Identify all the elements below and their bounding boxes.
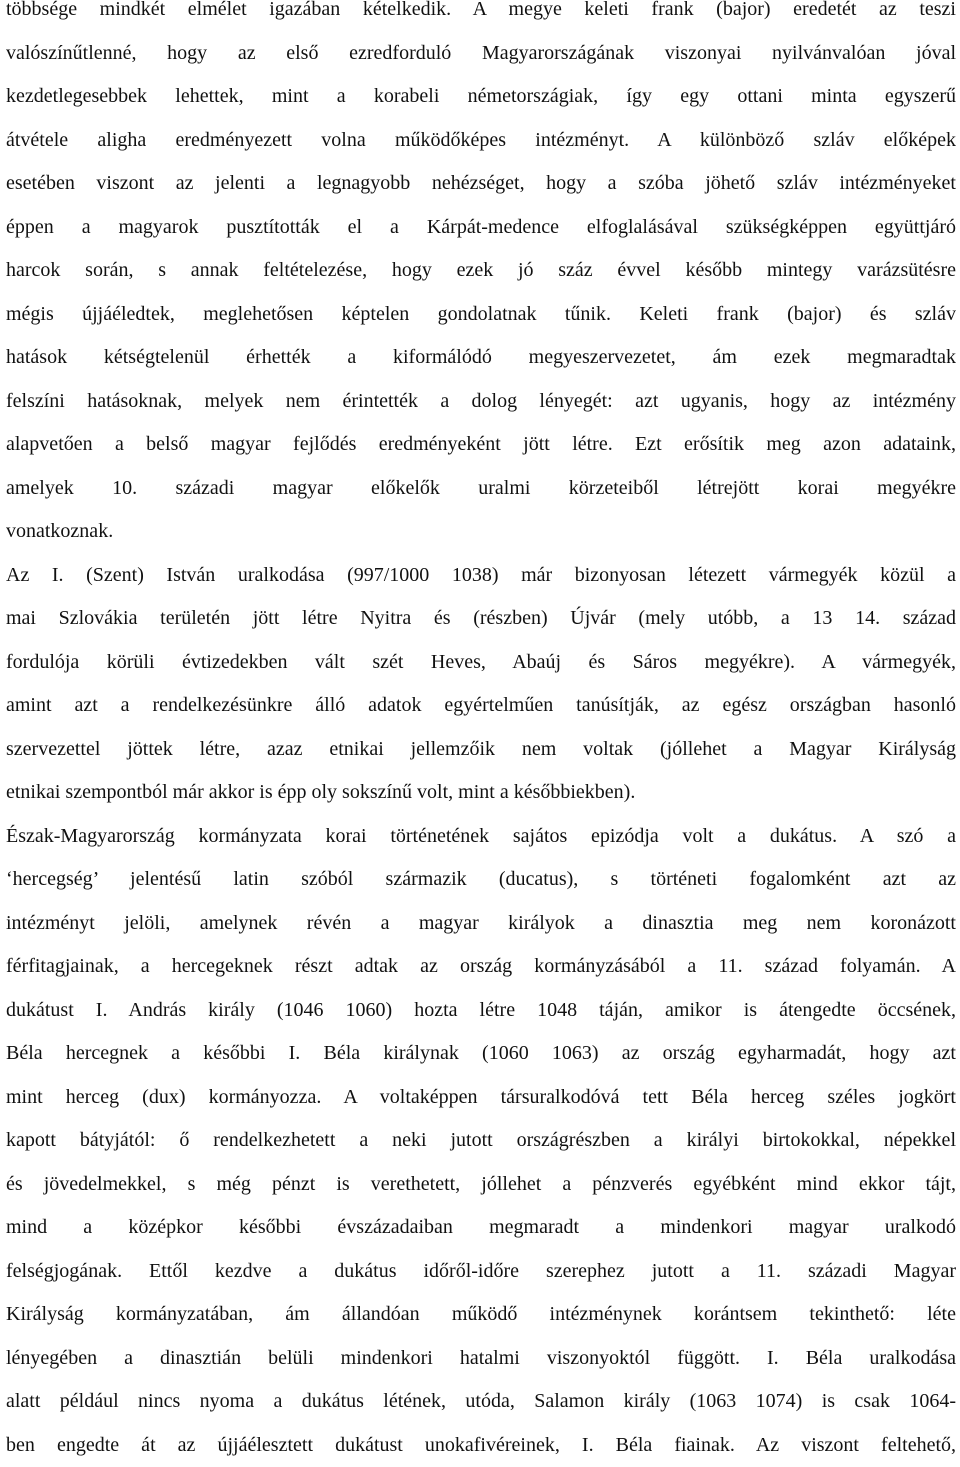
- text-line: etnikai szempontból már akkor is épp oly sokszínű volt, mint a későbbiekben).: [6, 771, 956, 815]
- text-line: kezdetlegesebbek lehettek, mint a korabeli németországiak, így egy ottani minta egyszerű: [6, 75, 956, 119]
- text-line: intézményt jelöli, amelynek révén a magyar királyok a dinasztia meg nem koronázott: [6, 902, 956, 946]
- text-line: férfitagjainak, a hercegeknek részt adtak az ország kormányzásából a 11. század folyamán. A: [6, 945, 956, 989]
- text-line: hatások kétségtelenül érhették a kiformálódó megyeszervezetet, ám ezek megmaradtak: [6, 336, 956, 380]
- text-line: amelyek 10. századi magyar előkelők uralmi körzeteiből létrejött korai megyékre: [6, 467, 956, 511]
- paragraph-2: [6, 554, 956, 815]
- text-line: felszíni hatásoknak, melyek nem érintették a dolog lényegét: azt ugyanis, hogy az intézmény: [6, 380, 956, 424]
- text-line: átvétele aligha eredményezett volna működőképes intézményt. A különböző szláv előképek: [6, 119, 956, 163]
- text-line: Béla hercegnek a későbbi I. Béla királynak (1060 1063) az ország egyharmadát, hogy azt: [6, 1032, 956, 1076]
- text-line: esetében viszont az jelenti a legnagyobb nehézséget, hogy a szóba jöhető szláv intézményeket: [6, 162, 956, 206]
- text-line: amint azt a rendelkezésünkre álló adatok egyértelműen tanúsítják, az egész országban hasonló: [6, 684, 956, 728]
- text-line: mai Szlovákia területén jött létre Nyitra és (részben) Újvár (mely utóbb, a 13 14. század: [6, 597, 956, 641]
- text-line: alatt például nincs nyoma a dukátus létének, utóda, Salamon király (1063 1074) is csak 1064-: [6, 1380, 956, 1424]
- text-line: kapott bátyjától: ő rendelkezhetett a neki jutott országrészben a királyi birtokokkal, népekkel: [6, 1119, 956, 1163]
- text-line: ‘hercegség’ jelentésű latin szóból származik (ducatus), s történeti fogalomként azt az: [6, 858, 956, 902]
- text-line: és jövedelmekkel, s még pénzt is verethetett, jóllehet a pénzverés egyébként mind ekkor tájt,: [6, 1163, 956, 1207]
- paragraph-3: [6, 815, 956, 1467]
- text-line: mind a középkor későbbi évszázadaiban megmaradt a mindenkori magyar uralkodó: [6, 1206, 956, 1250]
- text-line: harcok során, s annak feltételezése, hogy ezek jó száz évvel később mintegy varázsütésre: [6, 249, 956, 293]
- text-line: valószínűtlenné, hogy az első ezredforduló Magyarországának viszonyai nyilvánvalóan jóval: [6, 32, 956, 76]
- paragraph-1: [6, 0, 956, 554]
- text-line: lényegében a dinasztián belüli mindenkori hatalmi viszonyoktól függött. I. Béla uralkodása: [6, 1337, 956, 1381]
- text-line: szervezettel jöttek létre, azaz etnikai jellemzőik nem voltak (jóllehet a Magyar Királyság: [6, 728, 956, 772]
- text-line: éppen a magyarok pusztították el a Kárpát-medence elfoglalásával szükségképpen együttjáró: [6, 206, 956, 250]
- text-line: Királyság kormányzatában, ám állandóan működő intézménynek korántsem tekinthető: léte: [6, 1293, 956, 1337]
- text-line: dukátust I. András király (1046 1060) hozta létre 1048 táján, amikor is átengedte öccsének,: [6, 989, 956, 1033]
- text-line: Észak-Magyarország kormányzata korai történetének sajátos epizódja volt a dukátus. A szó a: [6, 815, 956, 859]
- text-line: Az I. (Szent) István uralkodása (997/1000 1038) már bizonyosan létezett vármegyék közül a: [6, 554, 956, 598]
- text-line: ben engedte át az újjáélesztett dukátust unokafivéreinek, I. Béla fiainak. Az viszont feltehető,: [6, 1424, 956, 1467]
- text-line: alapvetően a belső magyar fejlődés eredményeként jött létre. Ezt erősítik meg azon adataink,: [6, 423, 956, 467]
- text-line: felségjogának. Ettől kezdve a dukátus időről-időre szerephez jutott a 11. századi Magyar: [6, 1250, 956, 1294]
- text-line: mint herceg (dux) kormányozza. A voltaképpen társuralkodóvá tett Béla herceg széles jogkört: [6, 1076, 956, 1120]
- text-line: többsége mindkét elmélet igazában kételkedik. A megye keleti frank (bajor) eredetét az teszi: [6, 0, 956, 32]
- text-line: vonatkoznak.: [6, 510, 956, 554]
- text-line: fordulója körüli évtizedekben vált szét Heves, Abaúj és Sáros megyékre). A vármegyék,: [6, 641, 956, 685]
- text-line: mégis újjáéledtek, meglehetősen képtelen gondolatnak tűnik. Keleti frank (bajor) és szláv: [6, 293, 956, 337]
